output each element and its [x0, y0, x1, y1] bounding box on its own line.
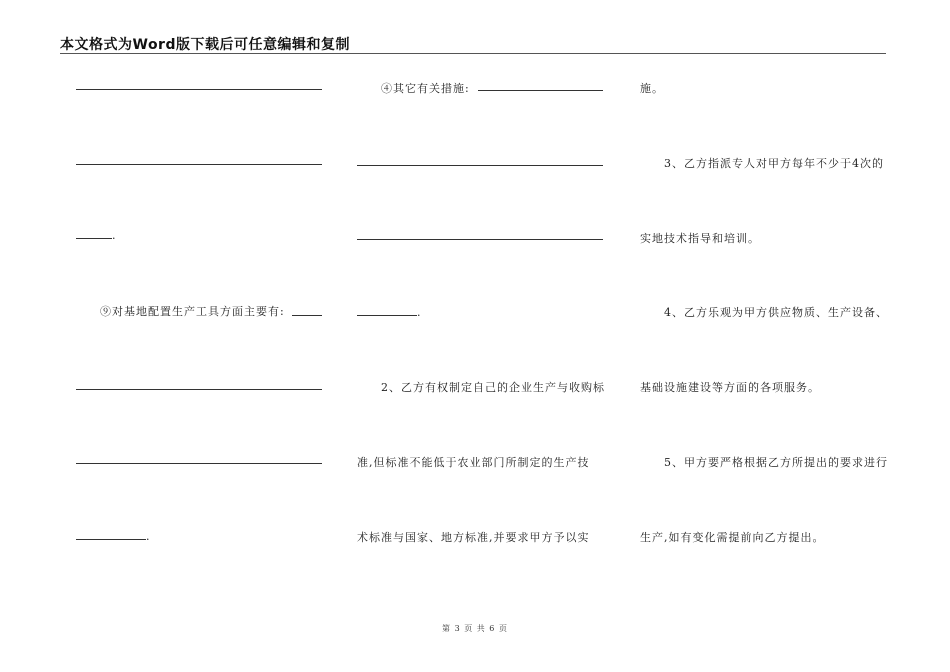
fill-blank-line: [76, 539, 146, 540]
paragraph-3-line: 3、乙方指派专人对甲方每年不少于4次的: [664, 157, 884, 170]
fill-blank-line: [357, 315, 417, 316]
sentence-period: .: [146, 530, 151, 543]
paragraph-2-line: 2、乙方有权制定自己的企业生产与收购标: [381, 381, 605, 394]
fill-blank-line: [76, 238, 112, 239]
paragraph-continuation: 施。: [640, 82, 664, 95]
item-4-label: ④其它有关措施:: [381, 82, 470, 95]
fill-blank-line: [76, 89, 322, 90]
fill-blank-line: [357, 239, 603, 240]
fill-blank-line: [76, 164, 322, 165]
paragraph-5-line: 生产,如有变化需提前向乙方提出。: [640, 531, 825, 544]
paragraph-3-line: 实地技术指导和培训。: [640, 232, 760, 245]
paragraph-2-line: 准,但标准不能低于农业部门所制定的生产技: [357, 456, 590, 469]
fill-blank-line: [357, 165, 603, 166]
paragraph-5-line: 5、甲方要严格根据乙方所提出的要求进行: [664, 456, 888, 469]
fill-blank-line: [76, 463, 322, 464]
fill-blank-line: [76, 389, 322, 390]
fill-blank-line: [292, 315, 322, 316]
paragraph-4-line: 基础设施建设等方面的各项服务。: [640, 381, 820, 394]
page-number-footer: 第 3 页 共 6 页: [442, 624, 508, 633]
sentence-period: .: [417, 306, 422, 319]
page-header-title: 本文格式为Word版下载后可任意编辑和复制: [60, 37, 350, 53]
sentence-period: .: [112, 229, 117, 242]
paragraph-2-line: 术标准与国家、地方标准,并要求甲方予以实: [357, 531, 590, 544]
fill-blank-line: [478, 90, 603, 91]
item-9-label: ⑨对基地配置生产工具方面主要有:: [100, 305, 285, 318]
header-divider: [60, 53, 886, 54]
paragraph-4-line: 4、乙方乐观为甲方供应物质、生产设备、: [664, 306, 888, 319]
